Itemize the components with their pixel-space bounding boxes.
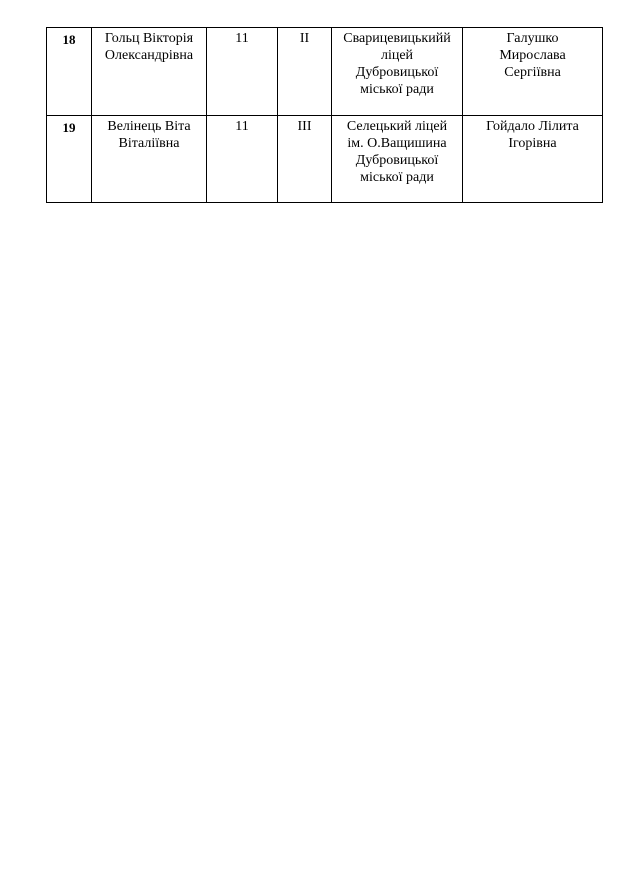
participant-name-line: Віталіївна [118, 136, 180, 151]
grade: 11 [207, 116, 278, 203]
teacher [463, 116, 603, 203]
school-line: ім. О.Ващишина [347, 136, 447, 151]
place: II [278, 28, 332, 116]
participant-name-line: Велінець Віта [107, 119, 191, 134]
participant-name [92, 28, 207, 116]
school-line: Дубровицької [355, 65, 439, 80]
participant-name [92, 116, 207, 203]
table-row [47, 28, 603, 116]
place: III [278, 116, 332, 203]
grade: 11 [207, 28, 278, 116]
participant-name-line: Гольц Вікторія [104, 31, 194, 46]
school-line: Дубровицької [355, 153, 439, 168]
teacher-line: Галушко [506, 31, 559, 46]
teacher-line: Мирослава [499, 48, 566, 63]
results-table [46, 27, 603, 203]
teacher-line: Сергіївна [504, 65, 561, 80]
school [332, 116, 463, 203]
participant-name-line: Олександрівна [104, 48, 194, 63]
row-number: 19 [47, 116, 92, 203]
teacher-line: Ігорівна [508, 136, 557, 151]
school-line: Селецький ліцей [346, 119, 448, 134]
row-number: 18 [47, 28, 92, 116]
school-line: Сварицевицькийй [343, 31, 451, 46]
teacher-line: Гойдало Лілита [486, 119, 579, 134]
table-row [47, 116, 603, 203]
school-line: ліцей [380, 48, 414, 63]
school [332, 28, 463, 116]
school-line: міської ради [360, 170, 434, 185]
teacher [463, 28, 603, 116]
school-line: міської ради [360, 82, 434, 97]
